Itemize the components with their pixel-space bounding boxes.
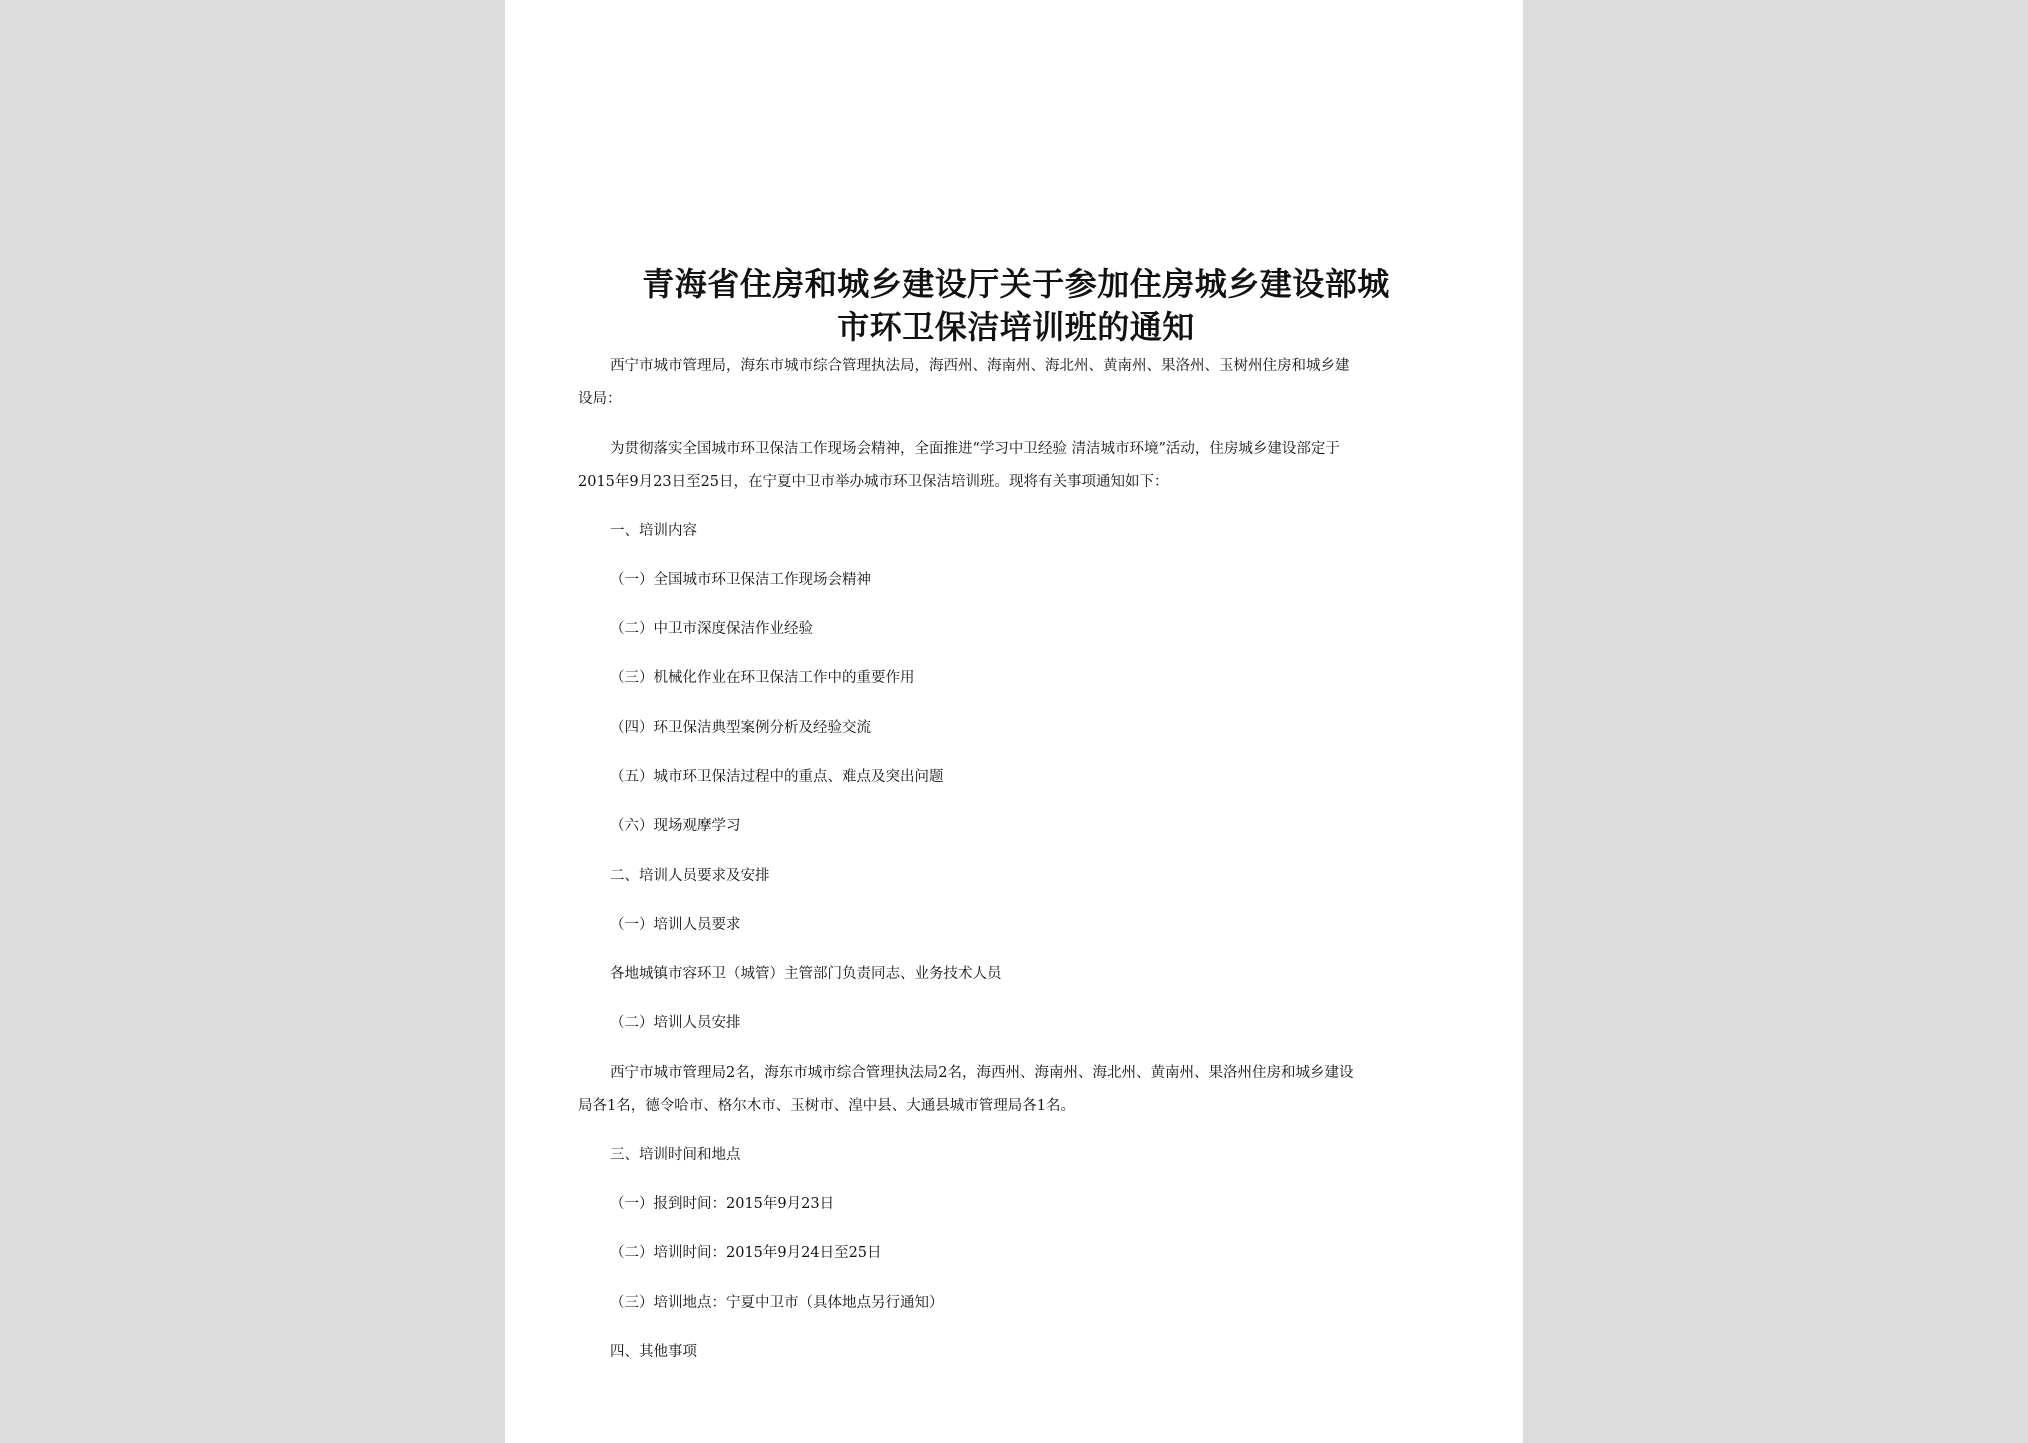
section-2-sub-1-text: 各地城镇市容环卫（城管）主管部门负责同志、业务技术人员 xyxy=(610,966,1002,982)
section-3-item: （一）报到时间：2015年9月23日 xyxy=(610,1196,835,1212)
addressee-paragraph xyxy=(578,350,1454,416)
section-1-heading: 一、培训内容 xyxy=(610,523,697,539)
title-line-1: 青海省住房和城乡建设厅关于参加住房城乡建设部城 xyxy=(642,265,1390,303)
section-3-item: （三）培训地点：宁夏中卫市（具体地点另行通知） xyxy=(610,1295,944,1311)
section-2-sub-2-paragraph xyxy=(578,1057,1454,1123)
document-content xyxy=(578,263,1454,1360)
title-line-2: 市环卫保洁培训班的通知 xyxy=(837,308,1195,346)
section-2-sub-2: （二）培训人员安排 xyxy=(610,1015,741,1031)
section-1-item: （一）全国城市环卫保洁工作现场会精神 xyxy=(610,572,871,588)
intro-line-2: 2015年9月23日至25日，在宁夏中卫市举办城市环卫保洁培训班。现将有关事项通知如下： xyxy=(578,474,1169,490)
intro-line-1: 为贯彻落实全国城市环卫保洁工作现场会精神，全面推进“学习中卫经验 清洁城市环境”活动，住房城乡建设部定于 xyxy=(610,441,1340,457)
addressee-line-2: 设局： xyxy=(578,391,622,407)
sub-2-text-line-1: 西宁市城市管理局2名，海东市城市综合管理执法局2名，海西州、海南州、海北州、黄南州、果洛州住房和城乡建设 xyxy=(610,1065,1354,1081)
sub-2-text-line-2: 局各1名，德令哈市、格尔木市、玉树市、湟中县、大通县城市管理局各1名。 xyxy=(578,1098,1075,1114)
section-1-item: （四）环卫保洁典型案例分析及经验交流 xyxy=(610,720,871,736)
section-1-item: （二）中卫市深度保洁作业经验 xyxy=(610,621,813,637)
addressee-line-1: 西宁市城市管理局，海东市城市综合管理执法局，海西州、海南州、海北州、黄南州、果洛州、玉树州住房和城乡建 xyxy=(610,358,1350,374)
intro-paragraph xyxy=(578,433,1454,499)
section-1-item: （三）机械化作业在环卫保洁工作中的重要作用 xyxy=(610,670,915,686)
section-1-item: （五）城市环卫保洁过程中的重点、难点及突出问题 xyxy=(610,769,944,785)
document-page xyxy=(505,0,1523,1443)
section-3-heading: 三、培训时间和地点 xyxy=(610,1147,741,1163)
section-2-sub-1: （一）培训人员要求 xyxy=(610,917,741,933)
section-3-item: （二）培训时间：2015年9月24日至25日 xyxy=(610,1245,882,1261)
section-4-heading: 四、其他事项 xyxy=(610,1344,697,1360)
section-1-item: （六）现场观摩学习 xyxy=(610,818,741,834)
document-title xyxy=(578,263,1454,349)
section-2-heading: 二、培训人员要求及安排 xyxy=(610,868,770,884)
